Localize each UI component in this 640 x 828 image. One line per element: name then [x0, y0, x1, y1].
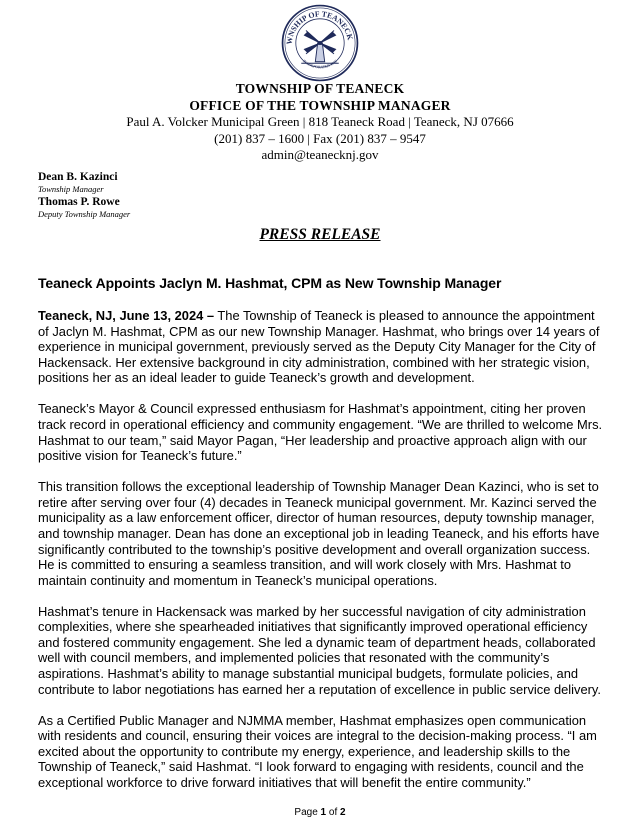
office-phone-fax: (201) 837 – 1600 | Fax (201) 837 – 9547	[214, 130, 426, 146]
township-name: TOWNSHIP OF TEANECK	[235, 81, 405, 96]
official-role: Township Manager	[38, 184, 104, 194]
office-address: Paul A. Volcker Municipal Green | 818 Teaneck Road | Teaneck, NJ 07666	[126, 114, 514, 129]
article-body	[38, 308, 604, 806]
paragraph-text: The Township of Teaneck is pleased to announce the appointment of Jaclyn M. Hashmat, CPM as our new Township Manager. Hashmat, who brings over 14 years of experience in municipal government, previously served as the Deputy City Manager for the City of Hackensack. Her extensive background in city administration, combined with her strategic vision, positions her as an ideal leader to guide Teaneck’s growth and development.	[38, 308, 600, 386]
office-name: OFFICE OF THE TOWNSHIP MANAGER	[189, 98, 451, 113]
svg-text:INCORPORATED 1895: INCORPORATED 1895	[301, 59, 339, 70]
svg-text:TOWNSHIP OF TEANECK N.J.: WNSHIP OF TEANECK	[284, 9, 355, 46]
paragraph: As a Certified Public Manager and NJMMA member, Hashmat emphasizes open communication with residents and council, ensuring their voices are integral to the decision-making process. “I am excited about the opportunity to contribute my energy, experience, and leadership skills to the Township of Teaneck,” said Hashmat. “I look forward to engaging with residents, council and the exceptional workforce to drive forward initiatives that will benefit the entire community.”	[38, 712, 597, 790]
paragraph: Hashmat’s tenure in Hackensack was marked by her successful navigation of city administration complexities, where she spearheaded initiatives that significantly improved operational efficiency and fostered community engagement. She led a dynamic team of department heads, collaborated well with council members, and implemented policies that resonated with the community’s aspirations. Hashmat’s ability to manage substantial municipal budgets, formulate policies, and contribute to labor negotiations has earned her a reputation of excellence in public service delivery.	[38, 603, 601, 697]
officials-list	[38, 171, 130, 221]
letterhead	[0, 80, 640, 164]
press-release-label: PRESS RELEASE	[259, 226, 381, 243]
official-name: Thomas P. Rowe	[38, 196, 120, 208]
page-footer	[0, 807, 640, 818]
paragraph	[38, 308, 604, 386]
official-role: Deputy Township Manager	[38, 209, 131, 219]
headline: Teaneck Appoints Jaclyn M. Hashmat, CPM as New Township Manager	[38, 275, 502, 291]
paragraph: This transition follows the exceptional leadership of Township Manager Dean Kazinci, who is set to retire after serving over four (4) decades in Teaneck municipal government. Mr. Kazinci served the municipality as a law enforcement officer, director of human resources, deputy township manager, and township manager. Dean has done an exceptional job in leading Teaneck, and his efforts have significantly contributed to the township’s positive development and overall organization success. He is committed to ensuring a seamless transition, and will work closely with Mrs. Hashmat to maintain continuity and momentum in Teaneck’s municipal operations.	[38, 479, 600, 588]
of-word: of	[328, 807, 338, 818]
page-total: 2	[340, 807, 346, 818]
official-name: Dean B. Kazinci	[38, 171, 118, 183]
township-seal-logo	[281, 4, 359, 82]
paragraph: Teaneck’s Mayor & Council expressed enthusiasm for Hashmat’s appointment, citing her proven track record in operational efficiency and community engagement. “We are thrilled to welcome Mrs. Hashmat to our team,” said Mayor Pagan, “Her leadership and proactive approach align with our positive vision for Teaneck’s future.”	[38, 401, 603, 464]
page-word: Page	[294, 807, 318, 818]
page-current: 1	[320, 807, 327, 818]
office-email: admin@teanecknj.gov	[261, 147, 379, 162]
dateline: Teaneck, NJ, June 13, 2024 –	[38, 308, 215, 323]
